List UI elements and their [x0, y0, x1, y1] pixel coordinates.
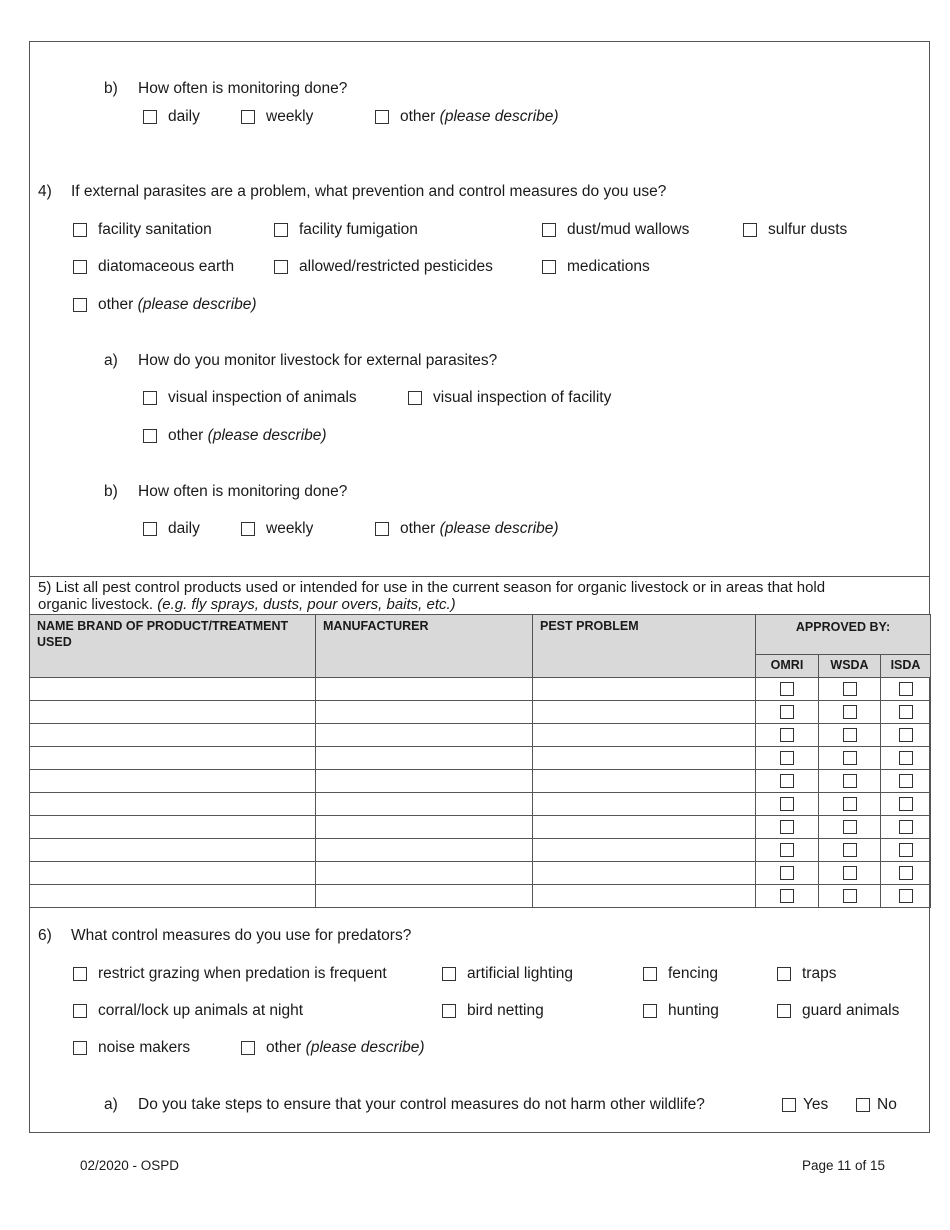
q6-artificial-lighting-label: artificial lighting: [467, 965, 573, 982]
omri-checkbox[interactable]: [780, 843, 794, 857]
q6a-no-checkbox[interactable]: [856, 1098, 870, 1112]
col-header-omri: OMRI: [756, 655, 819, 678]
cell-product[interactable]: [30, 701, 316, 724]
q4b-daily-checkbox[interactable]: [143, 522, 157, 536]
q4-facility-sanitation-checkbox[interactable]: [73, 223, 87, 237]
q4-dust-mud-wallows-label: dust/mud wallows: [567, 221, 690, 238]
table-row: [30, 885, 931, 908]
cell-isda: [881, 678, 931, 701]
cell-omri: [756, 839, 819, 862]
cell-isda: [881, 862, 931, 885]
omri-checkbox[interactable]: [780, 705, 794, 719]
q4a-question: How do you monitor livestock for external parasites?: [138, 352, 498, 369]
q3b-weekly-label: weekly: [266, 108, 314, 125]
q6-fencing-label: fencing: [668, 965, 718, 982]
cell-omri: [756, 724, 819, 747]
cell-wsda: [819, 678, 881, 701]
wsda-checkbox[interactable]: [843, 866, 857, 880]
cell-omri: [756, 701, 819, 724]
omri-checkbox[interactable]: [780, 797, 794, 811]
q6-noise-makers-label: noise makers: [98, 1039, 191, 1056]
col-header-wsda: WSDA: [819, 655, 881, 678]
wsda-checkbox[interactable]: [843, 843, 857, 857]
cell-manufacturer[interactable]: [316, 793, 533, 816]
q4-number: 4): [38, 183, 52, 200]
q4-medications-label: medications: [567, 258, 650, 275]
q6-bird-netting-label: bird netting: [467, 1002, 544, 1019]
cell-isda: [881, 885, 931, 908]
cell-pest[interactable]: [533, 724, 756, 747]
isda-checkbox[interactable]: [899, 797, 913, 811]
cell-pest[interactable]: [533, 770, 756, 793]
cell-omri: [756, 793, 819, 816]
cell-wsda: [819, 816, 881, 839]
cell-isda: [881, 839, 931, 862]
wsda-checkbox[interactable]: [843, 820, 857, 834]
cell-manufacturer[interactable]: [316, 885, 533, 908]
table-row: [30, 701, 931, 724]
pest-products-table: [29, 614, 931, 908]
cell-product[interactable]: [30, 747, 316, 770]
cell-wsda: [819, 770, 881, 793]
q4-other-label: other (please describe): [98, 296, 257, 313]
cell-isda: [881, 770, 931, 793]
cell-wsda: [819, 839, 881, 862]
table-row: [30, 839, 931, 862]
cell-product[interactable]: [30, 678, 316, 701]
q3b-other-label: other (please describe): [400, 108, 559, 125]
q4-sulfur-dusts-label: sulfur dusts: [768, 221, 848, 238]
q4-sulfur-dusts-checkbox[interactable]: [743, 223, 757, 237]
cell-product[interactable]: [30, 839, 316, 862]
cell-isda: [881, 793, 931, 816]
cell-product[interactable]: [30, 793, 316, 816]
col-header-manufacturer: MANUFACTURER: [316, 615, 533, 678]
omri-checkbox[interactable]: [780, 820, 794, 834]
q6-artificial-lighting-checkbox[interactable]: [442, 967, 456, 981]
col-header-approved-by: APPROVED BY:: [756, 615, 931, 655]
q3b-daily-checkbox[interactable]: [143, 110, 157, 124]
q4-pesticides-checkbox[interactable]: [274, 260, 288, 274]
omri-checkbox[interactable]: [780, 866, 794, 880]
q5-intro-line2: organic livestock. (e.g. fly sprays, dusts, pour overs, baits, etc.): [38, 596, 456, 613]
wsda-checkbox[interactable]: [843, 705, 857, 719]
cell-product[interactable]: [30, 862, 316, 885]
q6-corral-checkbox[interactable]: [73, 1004, 87, 1018]
wsda-checkbox[interactable]: [843, 797, 857, 811]
q4-question: If external parasites are a problem, what prevention and control measures do you use?: [71, 183, 667, 200]
cell-omri: [756, 747, 819, 770]
isda-checkbox[interactable]: [899, 774, 913, 788]
isda-checkbox[interactable]: [899, 866, 913, 880]
cell-manufacturer[interactable]: [316, 678, 533, 701]
wsda-checkbox[interactable]: [843, 889, 857, 903]
q6-fencing-checkbox[interactable]: [643, 967, 657, 981]
q3b-daily-label: daily: [168, 108, 200, 125]
q4-diatomaceous-earth-label: diatomaceous earth: [98, 258, 235, 275]
isda-checkbox[interactable]: [899, 682, 913, 696]
cell-pest[interactable]: [533, 701, 756, 724]
cell-wsda: [819, 724, 881, 747]
cell-wsda: [819, 885, 881, 908]
cell-omri: [756, 770, 819, 793]
table-row: [30, 747, 931, 770]
q6-hunting-checkbox[interactable]: [643, 1004, 657, 1018]
q4-pesticides-label: allowed/restricted pesticides: [299, 258, 493, 275]
q6-traps-label: traps: [802, 965, 837, 982]
q4b-weekly-checkbox[interactable]: [241, 522, 255, 536]
col-header-product: NAME BRAND OF PRODUCT/TREATMENT USED: [30, 615, 316, 678]
q4a-visual-animals-label: visual inspection of animals: [168, 389, 357, 406]
omri-checkbox[interactable]: [780, 682, 794, 696]
q4a-visual-animals-checkbox[interactable]: [143, 391, 157, 405]
cell-wsda: [819, 747, 881, 770]
q6-other-label: other (please describe): [266, 1039, 425, 1056]
q4a-letter: a): [104, 352, 118, 369]
q6-noise-makers-checkbox[interactable]: [73, 1041, 87, 1055]
q6-guard-animals-checkbox[interactable]: [777, 1004, 791, 1018]
table-row: [30, 770, 931, 793]
isda-checkbox[interactable]: [899, 728, 913, 742]
col-header-pest-problem: PEST PROBLEM: [533, 615, 756, 678]
q6a-question: Do you take steps to ensure that your control measures do not harm other wildlife?: [138, 1096, 705, 1113]
q4a-visual-facility-label: visual inspection of facility: [433, 389, 612, 406]
cell-manufacturer[interactable]: [316, 747, 533, 770]
q3b-other-checkbox[interactable]: [375, 110, 389, 124]
q4-other-checkbox[interactable]: [73, 298, 87, 312]
cell-pest[interactable]: [533, 678, 756, 701]
wsda-checkbox[interactable]: [843, 751, 857, 765]
cell-manufacturer[interactable]: [316, 862, 533, 885]
cell-product[interactable]: [30, 816, 316, 839]
q6-restrict-grazing-checkbox[interactable]: [73, 967, 87, 981]
q6-guard-animals-label: guard animals: [802, 1002, 900, 1019]
cell-product[interactable]: [30, 885, 316, 908]
q5-divider: [29, 576, 930, 577]
q6-number: 6): [38, 927, 52, 944]
q4-facility-fumigation-label: facility fumigation: [299, 221, 418, 238]
q3b-letter: b): [104, 80, 118, 97]
cell-isda: [881, 701, 931, 724]
cell-isda: [881, 816, 931, 839]
omri-checkbox[interactable]: [780, 728, 794, 742]
cell-pest[interactable]: [533, 839, 756, 862]
q6a-yes-checkbox[interactable]: [782, 1098, 796, 1112]
cell-omri: [756, 678, 819, 701]
q3b-weekly-checkbox[interactable]: [241, 110, 255, 124]
q4b-daily-label: daily: [168, 520, 200, 537]
q6a-yes-label: Yes: [803, 1096, 829, 1113]
q3b-question: How often is monitoring done?: [138, 80, 348, 97]
cell-pest[interactable]: [533, 862, 756, 885]
footer-page-number: Page 11 of 15: [802, 1158, 886, 1173]
col-header-isda: ISDA: [881, 655, 931, 678]
cell-manufacturer[interactable]: [316, 724, 533, 747]
table-row: [30, 678, 931, 701]
q4a-other-checkbox[interactable]: [143, 429, 157, 443]
q6-corral-label: corral/lock up animals at night: [98, 1002, 304, 1019]
q6-divider: [29, 907, 930, 908]
table-row: [30, 724, 931, 747]
isda-checkbox[interactable]: [899, 751, 913, 765]
cell-manufacturer[interactable]: [316, 701, 533, 724]
q4a-visual-facility-checkbox[interactable]: [408, 391, 422, 405]
cell-manufacturer[interactable]: [316, 839, 533, 862]
q6-bird-netting-checkbox[interactable]: [442, 1004, 456, 1018]
cell-omri: [756, 862, 819, 885]
table-row: [30, 793, 931, 816]
table-row: [30, 862, 931, 885]
wsda-checkbox[interactable]: [843, 682, 857, 696]
cell-pest[interactable]: [533, 816, 756, 839]
q6a-no-label: No: [877, 1096, 897, 1113]
cell-isda: [881, 747, 931, 770]
q4-medications-checkbox[interactable]: [542, 260, 556, 274]
q4b-question: How often is monitoring done?: [138, 483, 348, 500]
isda-checkbox[interactable]: [899, 843, 913, 857]
q6-hunting-label: hunting: [668, 1002, 719, 1019]
cell-wsda: [819, 862, 881, 885]
cell-pest[interactable]: [533, 793, 756, 816]
isda-checkbox[interactable]: [899, 820, 913, 834]
cell-wsda: [819, 793, 881, 816]
cell-product[interactable]: [30, 770, 316, 793]
cell-isda: [881, 724, 931, 747]
isda-checkbox[interactable]: [899, 889, 913, 903]
q6-restrict-grazing-label: restrict grazing when predation is frequent: [98, 965, 387, 982]
q4-facility-sanitation-label: facility sanitation: [98, 221, 212, 238]
omri-checkbox[interactable]: [780, 751, 794, 765]
q4b-other-label: other (please describe): [400, 520, 559, 537]
cell-wsda: [819, 701, 881, 724]
q6-other-checkbox[interactable]: [241, 1041, 255, 1055]
q4-dust-mud-wallows-checkbox[interactable]: [542, 223, 556, 237]
q4a-other-label: other (please describe): [168, 427, 327, 444]
q4b-other-checkbox[interactable]: [375, 522, 389, 536]
cell-manufacturer[interactable]: [316, 770, 533, 793]
cell-manufacturer[interactable]: [316, 816, 533, 839]
table-row: [30, 816, 931, 839]
q4b-letter: b): [104, 483, 118, 500]
q6-question: What control measures do you use for predators?: [71, 927, 412, 944]
omri-checkbox[interactable]: [780, 889, 794, 903]
wsda-checkbox[interactable]: [843, 774, 857, 788]
q4-diatomaceous-earth-checkbox[interactable]: [73, 260, 87, 274]
omri-checkbox[interactable]: [780, 774, 794, 788]
q6a-letter: a): [104, 1096, 118, 1113]
cell-omri: [756, 816, 819, 839]
cell-product[interactable]: [30, 724, 316, 747]
cell-omri: [756, 885, 819, 908]
wsda-checkbox[interactable]: [843, 728, 857, 742]
isda-checkbox[interactable]: [899, 705, 913, 719]
cell-pest[interactable]: [533, 885, 756, 908]
q4-facility-fumigation-checkbox[interactable]: [274, 223, 288, 237]
q6-traps-checkbox[interactable]: [777, 967, 791, 981]
q5-intro-line1: 5) List all pest control products used or intended for use in the current season for organic livestock or in areas that hold: [38, 579, 826, 596]
footer-date: 02/2020 - OSPD: [80, 1158, 180, 1173]
cell-pest[interactable]: [533, 747, 756, 770]
q4b-weekly-label: weekly: [266, 520, 314, 537]
